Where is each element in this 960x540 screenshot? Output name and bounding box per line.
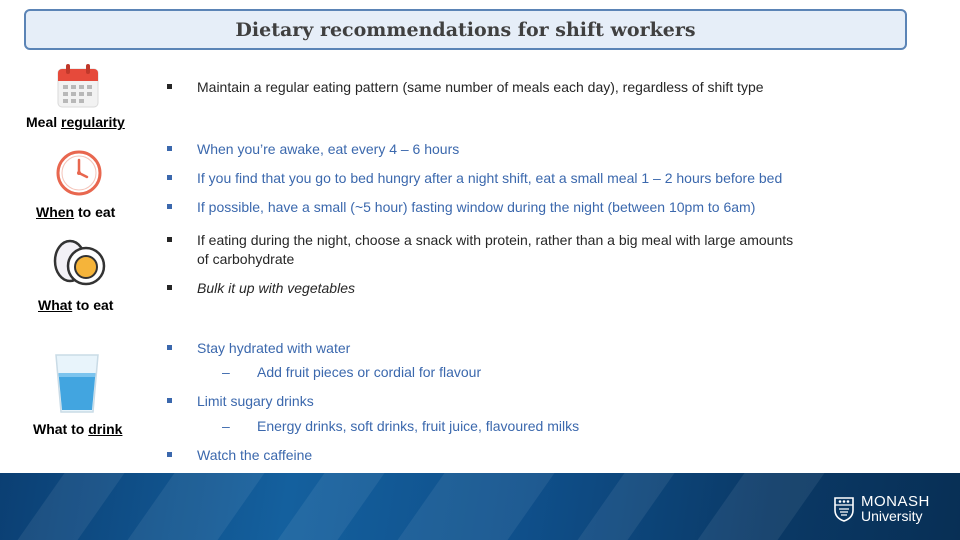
title-box (24, 9, 907, 50)
bullet-marker (167, 237, 172, 242)
bullet-marker (167, 204, 172, 209)
list-item: If you find that you go to bed hungry after a night shift, eat a small meal 1 – 2 hours before bed (167, 169, 782, 188)
monash-crest-icon (833, 496, 855, 522)
bullet-marker (167, 146, 172, 151)
category-what-to-drink: What to drink (33, 421, 123, 437)
list-item: Bulk it up with vegetables (167, 279, 355, 298)
list-item: Maintain a regular eating pattern (same number of meals each day), regardless of shift type (167, 78, 764, 97)
bullet-marker (167, 285, 172, 290)
logo-wordmark: MONASH (861, 493, 930, 510)
bullet-marker (167, 345, 172, 350)
monash-logo (833, 494, 930, 524)
egg-icon (51, 237, 109, 287)
slide-title: Dietary recommendations for shift workers (235, 18, 696, 41)
sub-list-item: – Add fruit pieces or cordial for flavour (222, 364, 482, 380)
list-item: Watch the caffeine (167, 446, 312, 465)
logo-subtitle: University (861, 508, 923, 524)
list-item: Limit sugary drinks (167, 392, 314, 411)
list-item: If eating during the night, choose a snack with protein, rather than a big meal with large amounts of carbohydrate (167, 231, 793, 269)
bullet-marker (167, 175, 172, 180)
bullet-marker (167, 452, 172, 457)
footer-band (0, 473, 960, 540)
water-glass-icon (53, 353, 101, 415)
category-when-to-eat: When to eat (36, 204, 116, 220)
list-item: Stay hydrated with water (167, 339, 350, 358)
clock-icon (55, 149, 103, 197)
sub-list-item: – Energy drinks, soft drinks, fruit juice, flavoured milks (222, 418, 580, 434)
calendar-icon (56, 63, 100, 109)
list-item: When you’re awake, eat every 4 – 6 hours (167, 140, 459, 159)
list-item: If possible, have a small (~5 hour) fasting window during the night (between 10pm to 6am) (167, 198, 755, 217)
bullet-marker (167, 84, 172, 89)
category-meal-regularity: Meal regularity (26, 114, 125, 130)
category-what-to-eat: What to eat (38, 297, 114, 313)
bullet-marker (167, 398, 172, 403)
